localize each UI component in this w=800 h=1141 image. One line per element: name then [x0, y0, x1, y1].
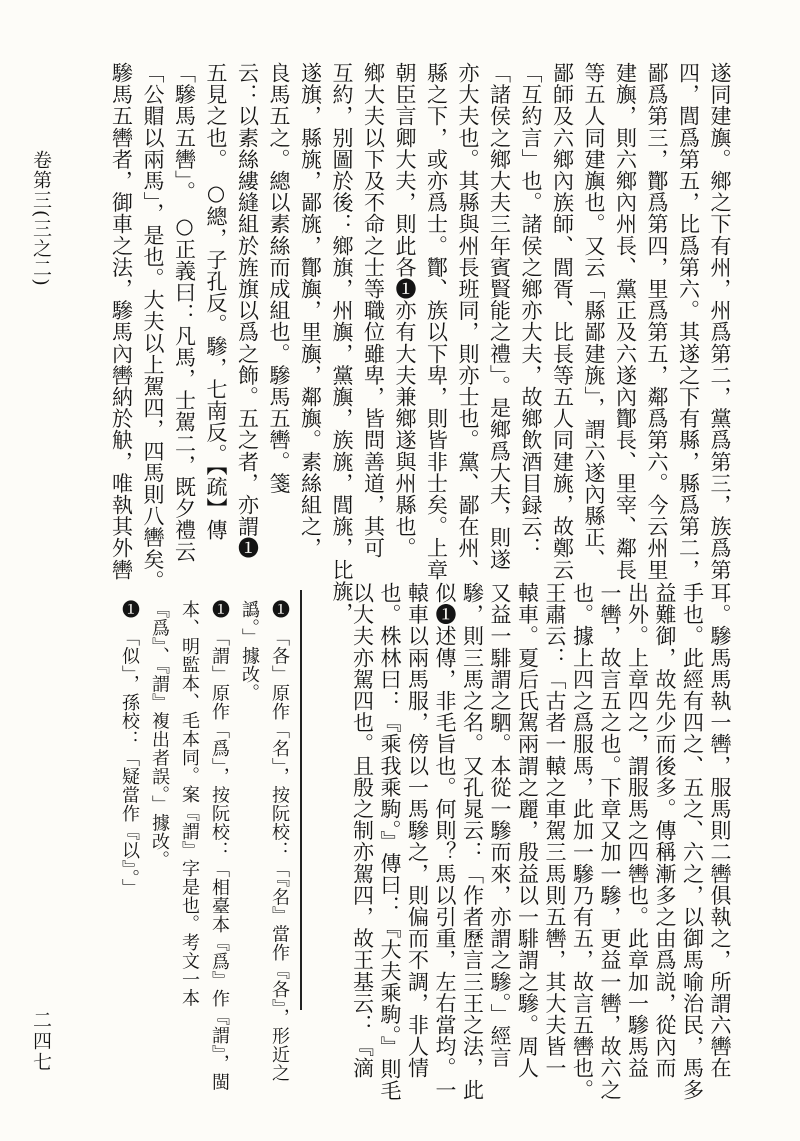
- main-top-line: 建旟，則六鄉內州長、黨正及六遂內酇長、里宰、鄰長: [613, 62, 638, 581]
- main-top-line: 遂旗，縣旐，鄙旐，酇旟，里旟，鄰旟。素絲組之，: [298, 62, 323, 559]
- note-line: ❶ 「謂」原作「爲」，按阮校：「相臺本『爲』作『謂』，閩: [209, 600, 230, 1091]
- main-text-top: [100, 62, 732, 624]
- main-text-bottom: [350, 582, 732, 1101]
- note-line: 『爲』、『謂』複出者誤。」據改。: [149, 600, 170, 869]
- main-top-line: 良馬五之。總以素絲而成組也。驂馬五轡。箋: [267, 62, 291, 494]
- main-top-line: 「互約言」也。諸侯之鄉亦大夫，故鄉飲酒目録云：: [519, 62, 543, 559]
- main-bottom-line: 出外。上章四之，謂服馬之四轡也。此章加一驂馬益: [625, 582, 650, 1079]
- note-line: ❶ 「各」原作「名」，按阮校：「『名』當作『各』，形近之: [269, 600, 290, 1082]
- main-bottom-line: 也。據上四之爲服馬，此加一驂乃有五，故言五轡也。: [570, 582, 595, 1101]
- main-top-line: 亦大夫也。其縣與州長班同，則亦士也。黨、鄙在州、: [456, 62, 480, 581]
- main-top-line: 縣之下，或亦爲士。酇、族以下卑，則皆非士矣。上章: [424, 62, 449, 581]
- main-top-line: 云：以素絲縷縫組於旌旗以爲之飾。五之者，亦謂❶: [235, 62, 260, 559]
- main-bottom-line: 驂，則三馬之名。又孔晁云：「作者歷言三王之法，此: [460, 582, 485, 1101]
- collation-notes: [78, 600, 290, 1091]
- main-bottom-line: 似❶述傳，非毛旨也。何則？馬以引重，左右當均。一: [433, 582, 457, 1101]
- main-bottom-line: 耳。驂馬馬執一轡，服馬則二轡俱執之，所謂六轡在: [708, 582, 732, 1079]
- main-top-line: 「諸侯之鄉大夫三年賓賢能之禮」。是鄉爲大夫，則遂: [487, 62, 512, 570]
- main-top-line: 遂同建旟。鄉之下有州，州爲第二，黨爲第三，族爲第: [708, 62, 732, 581]
- main-top-line: 四，閭爲第五，比爲第六。其遂之下有縣，縣爲第二，: [676, 62, 701, 581]
- running-head: 卷第三(三之二): [30, 150, 52, 287]
- note-line: 本、明監本、毛本同。案『謂』字是也。考文一本: [179, 600, 200, 1007]
- main-bottom-line: 轅車。夏后氏駕兩謂之麗，殷益以一騑謂之驂。周人: [515, 582, 540, 1079]
- main-top-line: 五見之也。 ○總，子孔反。驂，七南反。【疏】傳: [204, 62, 228, 541]
- main-top-line: 互約，别圖於後：鄉旗，州旟，黨旟，族旐，閭旐，比旐，: [330, 62, 354, 624]
- main-top-line: 「公賵以兩馬」，是也。大夫以上駕四，四馬則八轡矣。: [141, 62, 165, 592]
- column-divider-rule: [300, 590, 302, 1010]
- page-number: 二四七: [30, 1010, 52, 1073]
- main-top-line: 鄉大夫以下及不命之士等職位雖卑，皆問善道，其可: [361, 62, 386, 559]
- main-bottom-line: 一轡，故言五之也。下章又加一驂，更益一轡，故六之: [598, 582, 622, 1101]
- main-bottom-line: 手也。此經有四之、五之、六之，以御馬喻治民，馬多: [680, 582, 705, 1101]
- main-bottom-line: 也。株林曰：『乘我乘駒。』傳曰：『大夫乘駒。』則毛: [378, 582, 402, 1101]
- note-line: ❶ 「似」，孫校：「疑當作『以』。」: [119, 600, 140, 897]
- main-top-line: 朝臣言卿大夫，則此各❶亦有大夫兼鄉遂與州縣也。: [393, 62, 417, 559]
- main-top-line: 等五人同建旟也。又云「縣鄙建旐」，謂六遂內縣正、: [582, 62, 606, 570]
- main-top-line: 鄙師及六鄉內族師、閭胥、比長等五人同建旐，故鄭云: [550, 62, 575, 581]
- main-top-line: 鄙爲第三，酇爲第四，里爲第五，鄰爲第六。今云州里: [645, 62, 669, 581]
- main-bottom-line: 益難御，故先少而後多。傳稱漸多之由爲説，從內而: [653, 582, 677, 1079]
- note-line: 譌。」據改。: [239, 600, 260, 702]
- main-bottom-line: 轅車以兩馬服，傍以一馬驂之，則偏而不調，非人情: [405, 582, 430, 1079]
- main-top-line: 驂馬五轡者，御車之法，驂馬內轡納於觖，唯執其外轡: [109, 62, 134, 581]
- main-bottom-line: 又益一騑謂之駟。本從一驂而來，亦謂之驂。」經言: [488, 582, 512, 1069]
- main-bottom-line: 王肅云：「古者一轅之車駕三馬則五轡，其大夫皆一: [543, 582, 567, 1079]
- main-top-line: 「驂馬五轡」。 ○正義曰：凡馬，士駕二，既夕禮云: [172, 62, 197, 563]
- main-bottom-line: 以大夫亦駕四也。且殷之制亦駕四，故王基云：『滴: [350, 582, 375, 1079]
